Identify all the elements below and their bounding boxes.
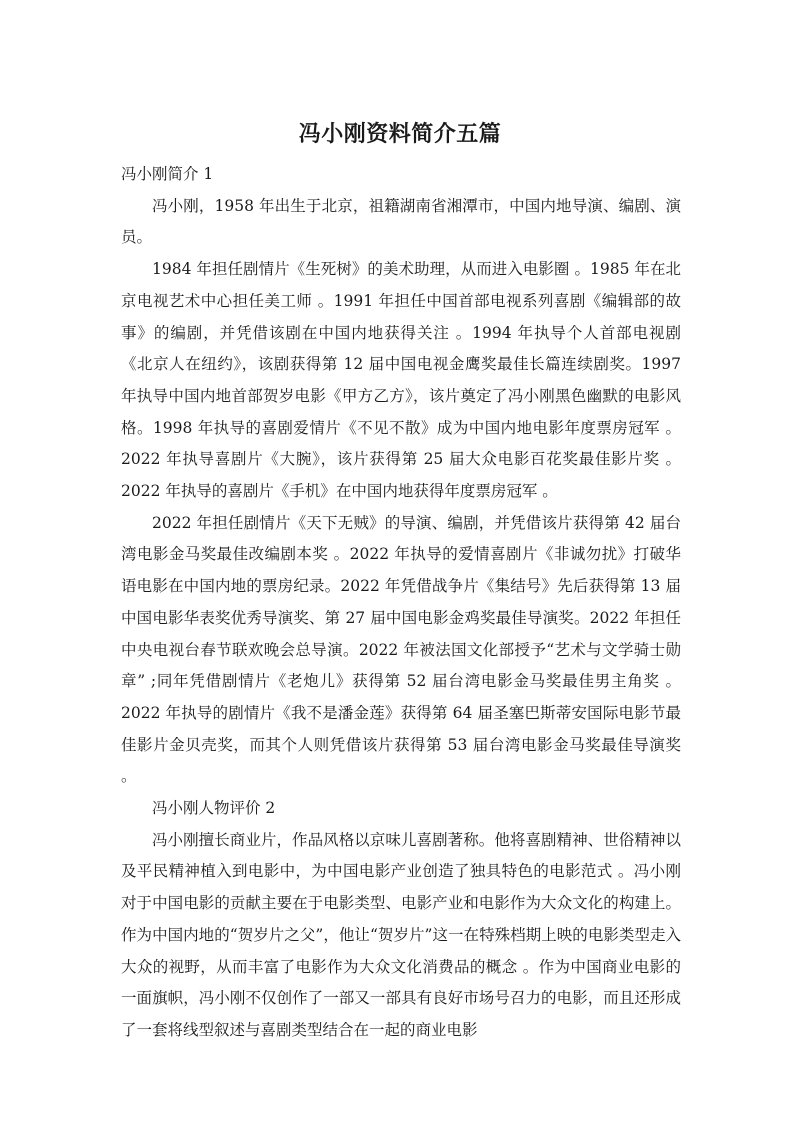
section-heading-intro: 冯小刚简介 1 (121, 165, 214, 183)
paragraph: 2022 年担任剧情片《天下无贼》的导演、编剧，并凭借该片获得第 42 届台湾电影金马奖最佳改编剧本奖 。2022 年执导的爱情喜剧片《非诚勿扰》打破华语电影在中国内地的票房纪录。2022 年凭借战争片《集结号》先后获得第 13 届中国电影华表奖优秀导演奖、第 27 届中国电影金鸡奖最佳导演奖。2022 年担任中央电视台春节联欢晚会总导演。2022 年被法国文化部授予“艺术与文学骑士勋章” ;同年凭借剧情片《老炮儿》获得第 52 届台湾电影金马奖最佳男主角奖 。2022 年执导的剧情片《我不是潘金莲》获得第 64 届圣塞巴斯蒂安国际电影节最佳影片金贝壳奖，而其个人则凭借该片获得第 53 届台湾电影金马奖最佳导演奖 。 (121, 513, 681, 786)
paragraph: 冯小刚，1958 年出生于北京，祖籍湖南省湘潭市，中国内地导演、编剧、演员。 (121, 196, 681, 247)
section-heading-evaluation: 冯小刚人物评价 2 (152, 799, 276, 818)
paragraph: 1984 年担任剧情片《生死树》的美术助理，从而进入电影圈 。1985 年在北京电视艺术中心担任美工师 。1991 年担任中国首部电视系列喜剧《编辑部的故事》的编剧，并凭借该剧在中国内地获得关注 。1994 年执导个人首部电视剧《北京人在纽约》，该剧获得第 12 届中国电视金鹰奖最佳长篇连续剧奖。1997 年执导中国内地首部贺岁电影《甲方乙方》，该片奠定了冯小刚黑色幽默的电影风格。1998 年执导的喜剧爱情片《不见不散》成为中国内地电影年度票房冠军 。2022 年执导喜剧片《大腕》，该片获得第 25 届大众电影百花奖最佳影片奖 。2022 年执导的喜剧片《手机》在中国内地获得年度票房冠军 。 (121, 260, 681, 501)
document-title: 冯小刚资料简介五篇 (298, 122, 502, 147)
document-body (121, 159, 681, 1047)
paragraph: 冯小刚擅长商业片，作品风格以京味儿喜剧著称。他将喜剧精神、世俗精神以及平民精神植入到电影中，为中国电影产业创造了独具特色的电影范式 。冯小刚对于中国电影的贡献主要在于电影类型、电影产业和电影作为大众文化的构建上。作为中国内地的“贺岁片之父”，他让“贺岁片”这一在特殊档期上映的电影类型走入大众的视野，从而丰富了电影作为大众文化消费品的概念 。作为中国商业电影的一面旗帜，冯小刚不仅创作了一部又一部具有良好市场号召力的电影，而且还形成了一套将线型叙述与喜剧类型结合在一起的商业电影 (121, 830, 681, 1039)
